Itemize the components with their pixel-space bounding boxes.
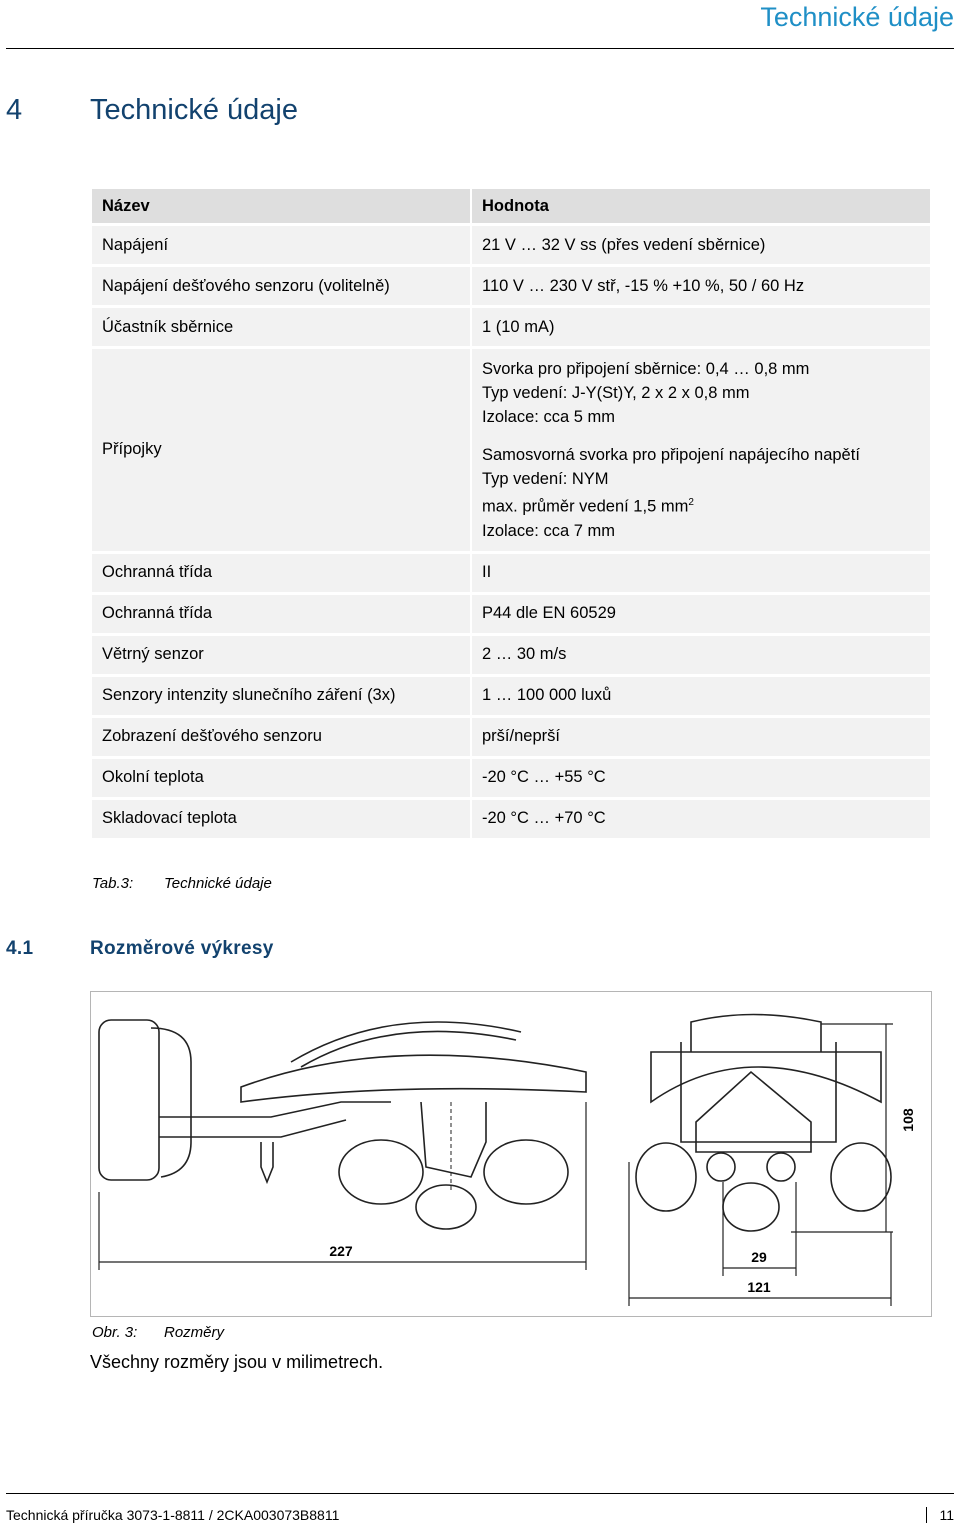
terminal-plate <box>696 1072 811 1152</box>
table-row <box>92 595 930 633</box>
table-row <box>92 718 930 756</box>
front-sensor-bottom <box>723 1183 779 1231</box>
mount-pin <box>261 1142 273 1182</box>
table-row <box>92 636 930 674</box>
header-name: Název <box>92 189 470 223</box>
row-name: Ochranná třída <box>92 554 470 592</box>
row-value: 1 (10 mA) <box>472 308 930 346</box>
dimension-108 <box>791 1024 893 1232</box>
row-value: -20 °C … +70 °C <box>472 800 930 838</box>
power-terminal-block <box>482 443 920 543</box>
footer-divider <box>6 1493 954 1494</box>
row-name: Skladovací teplota <box>92 800 470 838</box>
housing-dome-inner <box>301 1031 516 1067</box>
figure-caption <box>92 1324 224 1341</box>
section-heading <box>6 938 274 960</box>
table-row <box>92 759 930 797</box>
dimension-drawing <box>90 991 932 1317</box>
superscript: 2 <box>688 497 694 508</box>
front-sensor-left <box>636 1143 696 1211</box>
dimension-drawing-svg <box>91 992 931 1316</box>
caption-label: Tab.3: <box>92 875 134 892</box>
table-row <box>92 267 930 305</box>
chapter-title: Technické údaje <box>90 94 298 126</box>
footer-document-title: Technická příručka 3073-1-8811 / 2CKA003073B8811 <box>6 1507 340 1523</box>
table-row <box>92 677 930 715</box>
row-value: prší/neprší <box>472 718 930 756</box>
table-header-row <box>92 189 930 223</box>
row-name: Ochranná třída <box>92 595 470 633</box>
mount-arm-lower <box>159 1120 346 1137</box>
section-title: Rozměrové výkresy <box>90 938 274 959</box>
row-name: Přípojky <box>92 349 470 551</box>
sensor-head-bottom <box>416 1185 476 1229</box>
cable-gland-right <box>767 1153 795 1181</box>
chapter-number: 4 <box>6 94 23 126</box>
table-caption <box>92 875 272 892</box>
value-line: Samosvorná svorka pro připojení napájecího napětí <box>482 446 860 464</box>
value-line: Izolace: cca 7 mm <box>482 521 615 540</box>
front-sensor-right <box>831 1143 891 1211</box>
footer-page-number: 11 <box>926 1507 954 1523</box>
dim-label-108: 108 <box>900 1108 916 1132</box>
front-housing <box>651 1052 881 1102</box>
section-number: 4.1 <box>6 938 34 959</box>
row-name: Senzory intenzity slunečního záření (3x) <box>92 677 470 715</box>
row-value-connections <box>472 349 930 551</box>
housing-body <box>241 1055 586 1102</box>
sensor-head-left <box>339 1140 423 1204</box>
row-value: P44 dle EN 60529 <box>472 595 930 633</box>
row-name: Napájení <box>92 226 470 264</box>
caption-text: Technické údaje <box>164 875 272 892</box>
row-value: II <box>472 554 930 592</box>
wall-bracket-shape <box>99 1020 159 1180</box>
row-name: Větrný senzor <box>92 636 470 674</box>
dim-label-227: 227 <box>329 1243 353 1259</box>
row-name: Zobrazení dešťového senzoru <box>92 718 470 756</box>
value-text: max. průměr vedení 1,5 mm <box>482 497 689 516</box>
caption-label: Obr. 3: <box>92 1324 138 1341</box>
page-header-title: Technické údaje <box>760 2 954 32</box>
technical-data-table <box>90 186 932 841</box>
table-row <box>92 800 930 838</box>
value-line: Izolace: cca 5 mm <box>482 408 615 426</box>
row-value: 2 … 30 m/s <box>472 636 930 674</box>
row-name: Účastník sběrnice <box>92 308 470 346</box>
header-value: Hodnota <box>472 189 930 223</box>
front-top <box>691 1015 821 1053</box>
cable-gland-left <box>707 1153 735 1181</box>
row-value: 1 … 100 000 luxů <box>472 677 930 715</box>
value-line: Typ vedení: J-Y(St)Y, 2 x 2 x 0,8 mm <box>482 384 750 402</box>
row-name: Okolní teplota <box>92 759 470 797</box>
table-row <box>92 308 930 346</box>
front-view-drawing <box>636 1015 891 1232</box>
caption-text: Rozměry <box>164 1324 225 1341</box>
mount-arm <box>159 1102 391 1117</box>
row-name: Napájení dešťového senzoru (volitelně) <box>92 267 470 305</box>
chapter-heading <box>6 94 298 127</box>
front-body <box>681 1042 836 1142</box>
table-row <box>92 554 930 592</box>
value-line: Typ vedení: NYM <box>482 470 609 488</box>
table-row <box>92 226 930 264</box>
dim-label-121: 121 <box>747 1279 771 1295</box>
row-value: 21 V … 32 V ss (přes vedení sběrnice) <box>472 226 930 264</box>
sensor-head-right <box>484 1140 568 1204</box>
table-row-connections <box>92 349 930 551</box>
bus-terminal-block <box>482 357 920 429</box>
row-value: -20 °C … +55 °C <box>472 759 930 797</box>
row-value: 110 V … 230 V stř, -15 % +10 %, 50 / 60 Hz <box>472 267 930 305</box>
side-view-drawing <box>99 1020 586 1229</box>
value-line: Svorka pro připojení sběrnice: 0,4 … 0,8 mm <box>482 360 810 378</box>
header-divider <box>6 48 954 49</box>
bracket-curve <box>151 1028 191 1177</box>
units-note: Všechny rozměry jsou v milimetrech. <box>90 1352 384 1372</box>
value-line <box>482 491 920 519</box>
sensor-stem <box>421 1102 486 1177</box>
dim-label-29: 29 <box>751 1249 767 1265</box>
